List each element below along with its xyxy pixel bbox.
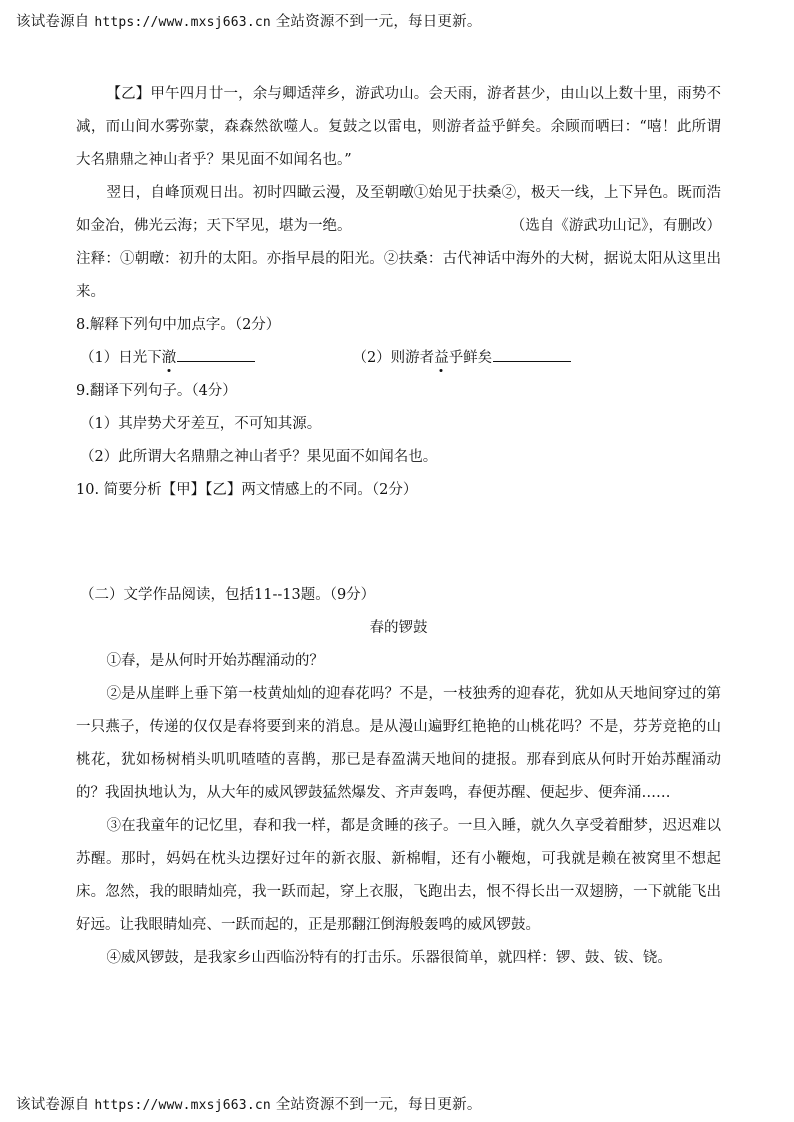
footer-url[interactable]: https://www.mxsj663.cn [94, 1098, 271, 1113]
yi-paragraph-2 [76, 177, 721, 243]
source-note: （选自《游武功山记》，有删改） [510, 218, 721, 234]
q8-2-suffix: 乎鲜矣 [448, 350, 493, 366]
answer-space [76, 507, 721, 579]
yi-paragraph-2-text: 翌日，自峰顶观日出。初时四瞰云漫，及至朝暾①始见于扶桑②，极天一线，上下异色。既而浩如金冶，佛光云海；天下罕见，堪为一绝。 [76, 185, 721, 234]
question-9: 9.翻译下列句子。（4分） [76, 383, 237, 399]
header-text-a: 该试卷源自 [16, 14, 95, 30]
question-9-2: （2）此所谓大名鼎鼎之神山者乎？果见面不如闻名也。 [80, 449, 438, 465]
page-header [16, 10, 482, 31]
q8-2-prefix: （2）则游者 [352, 350, 435, 366]
footer-text-a: 该试卷源自 [16, 1097, 95, 1113]
question-8-items [76, 342, 721, 375]
article-paragraph-1: ①春，是从何时开始苏醒涌动的？ [106, 653, 324, 669]
header-text-b: 全站资源不到一元，每日更新。 [270, 14, 482, 30]
q8-1-answer-blank[interactable] [177, 347, 255, 362]
q8-1-prefix: （1）日光下 [80, 350, 162, 366]
q8-1-dotted-char: 澈 [161, 350, 177, 366]
question-9-1: （1）其岸势犬牙差互，不可知其源。 [80, 416, 322, 432]
q8-2-dotted-char: 益 [434, 350, 449, 366]
article-paragraph-3: ③在我童年的记忆里，春和我一样，都是贪睡的孩子。一旦入睡，就久久享受着酣梦，迟迟难以苏醒。那时，妈妈在枕头边摆好过年的新衣服、新棉帽，还有小鞭炮，可我就是赖在被窝里不想起床。忽然，我的眼睛灿亮，我一跃而起，穿上衣服，飞跑出去，恨不得长出一双翅膀，一下就能飞出好远。让我眼睛灿亮、一跃而起的，正是那翻江倒海般轰鸣的威风锣鼓。 [76, 818, 721, 933]
question-10: 10. 简要分析【甲】【乙】两文情感上的不同。（2分） [76, 482, 418, 498]
page-footer [16, 1093, 482, 1114]
article-paragraph-2: ②是从崖畔上垂下第一枝黄灿灿的迎春花吗？不是，一枝独秀的迎春花，犹如从天地间穿过的第一只燕子，传递的仅仅是春将要到来的消息。是从漫山遍野红艳艳的山桃花吗？不是，芬芳竞艳的山桃花，犹如杨树梢头叽叽喳喳的喜鹊，那已是春盈满天地间的捷报。那春到底从何时开始苏醒涌动的？我固执地认为，从大年的威风锣鼓猛然爆发、齐声轰鸣，春便苏醒、便起步、便奔涌…… [76, 686, 721, 801]
document-body [76, 78, 721, 975]
q8-2-answer-blank[interactable] [493, 347, 571, 362]
annotation-note: 注释：①朝暾：初升的太阳。亦指早晨的阳光。②扶桑：古代神话中海外的大树，据说太阳从这里出来。 [76, 251, 721, 300]
article-title: 春的锣鼓 [369, 620, 428, 636]
article-paragraph-4: ④威风锣鼓，是我家乡山西临汾特有的打击乐。乐器很简单，就四样：锣、鼓、钹、铙。 [106, 950, 672, 966]
question-8: 8.解释下列句中加点字。（2分） [76, 317, 281, 333]
section-2-heading: （二）文学作品阅读，包括11--13题。（9分） [80, 587, 376, 603]
yi-paragraph-1: 【乙】甲午四月廿一，余与卿适萍乡，游武功山。会天雨，游者甚少，由山以上数十里，雨势不减，而山间水雾弥蒙，森森然欲噬人。复鼓之以雷电，则游者益乎鲜矣。余顾而哂曰：“嘻！此所谓大名鼎鼎之神山者乎？果见面不如闻名也。” [76, 86, 721, 168]
header-url[interactable]: https://www.mxsj663.cn [94, 15, 271, 30]
footer-text-b: 全站资源不到一元，每日更新。 [270, 1097, 482, 1113]
